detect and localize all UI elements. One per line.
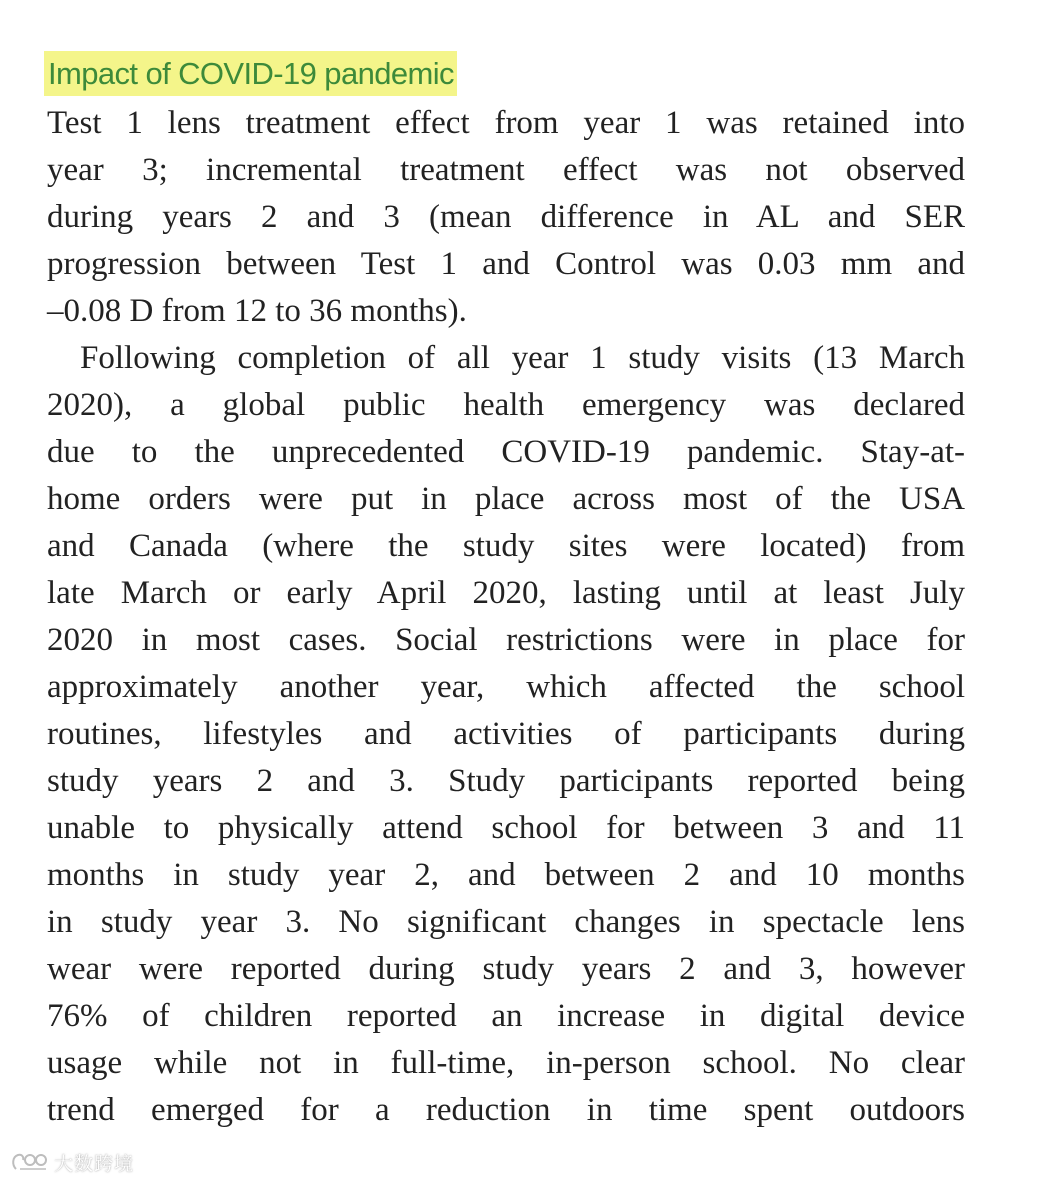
text-line: during years 2 and 3 (mean difference in AL and SER <box>47 199 965 235</box>
text-line: 76% of children reported an increase in digital device <box>47 998 965 1034</box>
text-line: Following completion of all year 1 study visits (13 March <box>80 340 965 376</box>
body-text <box>47 100 965 1134</box>
text-line: in study year 3. No significant changes in spectacle lens <box>47 904 965 940</box>
text-line: unable to physically attend school for between 3 and 11 <box>47 810 965 846</box>
section-heading: Impact of COVID-19 pandemic <box>48 56 454 91</box>
text-line: approximately another year, which affected the school <box>47 669 965 705</box>
text-line: routines, lifestyles and activities of participants during <box>47 716 965 752</box>
text-line: trend emerged for a reduction in time spent outdoors <box>47 1092 965 1128</box>
text-line: 2020), a global public health emergency was declared <box>47 387 965 423</box>
text-line: Test 1 lens treatment effect from year 1 was retained into <box>47 105 965 141</box>
text-line: due to the unprecedented COVID-19 pandemic. Stay-at- <box>47 434 965 470</box>
text-line: study years 2 and 3. Study participants reported being <box>47 763 965 799</box>
text-line: 2020 in most cases. Social restrictions were in place for <box>47 622 965 658</box>
watermark-logo-icon <box>10 1151 50 1173</box>
paragraph-2 <box>47 335 965 1134</box>
watermark <box>10 1148 134 1176</box>
text-line: –0.08 D from 12 to 36 months). <box>47 293 467 329</box>
text-line: home orders were put in place across most of the USA <box>47 481 965 517</box>
text-line: months in study year 2, and between 2 and 10 months <box>47 857 965 893</box>
text-line: usage while not in full-time, in-person school. No clear <box>47 1045 965 1081</box>
watermark-text: 大数跨境 <box>54 1152 135 1175</box>
text-line: year 3; incremental treatment effect was not observed <box>47 152 965 188</box>
text-line: wear were reported during study years 2 and 3, however <box>47 951 965 987</box>
section-heading-highlight <box>44 51 457 96</box>
text-line: late March or early April 2020, lasting until at least July <box>47 575 965 611</box>
paragraph-1 <box>47 100 965 335</box>
text-line: and Canada (where the study sites were located) from <box>47 528 965 564</box>
text-line: progression between Test 1 and Control was 0.03 mm and <box>47 246 965 282</box>
